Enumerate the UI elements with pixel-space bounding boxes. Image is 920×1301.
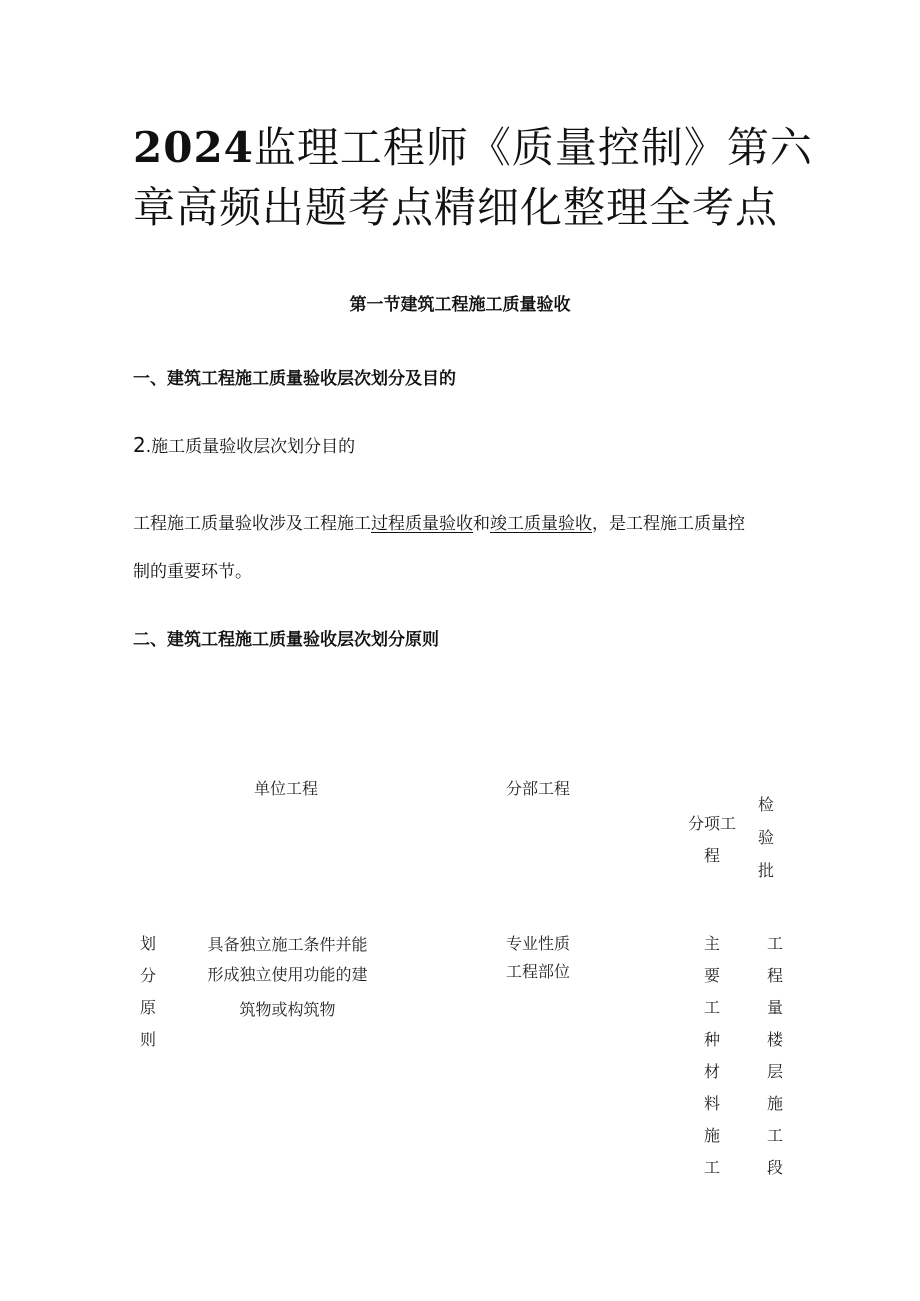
cell-unit-line: 筑物或构筑物 [239, 1000, 336, 1019]
cell-item-project [697, 928, 727, 1184]
paragraph-text: ，是工程施工质量控 [592, 514, 745, 534]
row-label-char: 原 [139, 998, 156, 1017]
header-item-line: 分项工 [687, 814, 736, 833]
cell-batch-char: 楼 [766, 1030, 783, 1049]
paragraph-text: 和 [473, 514, 490, 534]
underline-process-acceptance: 过程质量验收 [371, 514, 473, 534]
document-title [133, 118, 813, 238]
header-batch-char: 批 [757, 861, 774, 880]
header-item-line: 程 [703, 846, 720, 865]
cell-item-char: 主 [703, 934, 720, 953]
heading-division-principles: 二、建筑工程施工质量验收层次划分原则 [133, 630, 439, 650]
title-line2: 章高频出题考点精细化整理全考点 [133, 183, 779, 232]
cell-unit-line: 形成独立使用功能的建 [207, 965, 368, 984]
cell-inspection-batch [760, 928, 790, 1184]
section-title: 第一节建筑工程施工质量验收 [349, 295, 571, 315]
title-line1: 监理工程师《质量控制》第六 [253, 123, 813, 172]
row-label-char: 划 [139, 934, 156, 953]
cell-batch-char: 施 [766, 1094, 783, 1113]
underline-completion-acceptance: 竣工质量验收 [490, 514, 592, 534]
cell-item-char: 施 [703, 1126, 720, 1145]
header-batch-char: 检 [757, 795, 774, 814]
cell-division-project [506, 930, 570, 986]
header-batch-char: 验 [757, 828, 774, 847]
heading-level-division: 一、建筑工程施工质量验收层次划分及目的 [133, 369, 456, 389]
cell-item-char: 工 [703, 998, 720, 1017]
cell-division-line: 工程部位 [506, 962, 571, 981]
cell-item-char: 料 [703, 1094, 720, 1113]
cell-division-line: 专业性质 [506, 934, 571, 953]
header-item-project [686, 808, 738, 872]
paragraph-purpose [133, 500, 803, 596]
cell-item-char: 要 [703, 966, 720, 985]
paragraph-text: 制的重要环节。 [133, 562, 252, 582]
header-inspection-batch [751, 788, 781, 887]
cell-unit-project [200, 930, 375, 1030]
header-unit-project: 单位工程 [254, 779, 319, 798]
paragraph-text: 工程施工质量验收涉及工程施工 [133, 514, 371, 534]
cell-batch-char: 段 [766, 1158, 783, 1177]
row-label-principle [133, 928, 163, 1056]
cell-batch-char: 工 [766, 1126, 783, 1145]
header-division-project: 分部工程 [506, 779, 571, 798]
cell-item-char: 材 [703, 1062, 720, 1081]
row-label-char: 分 [139, 966, 156, 985]
cell-batch-char: 量 [766, 998, 783, 1017]
subheading-text: .施工质量验收层次划分目的 [145, 437, 356, 457]
cell-batch-char: 程 [766, 966, 783, 985]
cell-item-char: 种 [703, 1030, 720, 1049]
row-label-char: 则 [139, 1030, 156, 1049]
cell-item-char: 工 [703, 1158, 720, 1177]
cell-unit-line: 具备独立施工条件并能 [207, 935, 368, 954]
subheading-purpose [133, 432, 355, 457]
subheading-number: 2 [133, 433, 146, 457]
cell-batch-char: 层 [766, 1062, 783, 1081]
title-year: 2024 [133, 123, 254, 172]
cell-batch-char: 工 [766, 934, 783, 953]
